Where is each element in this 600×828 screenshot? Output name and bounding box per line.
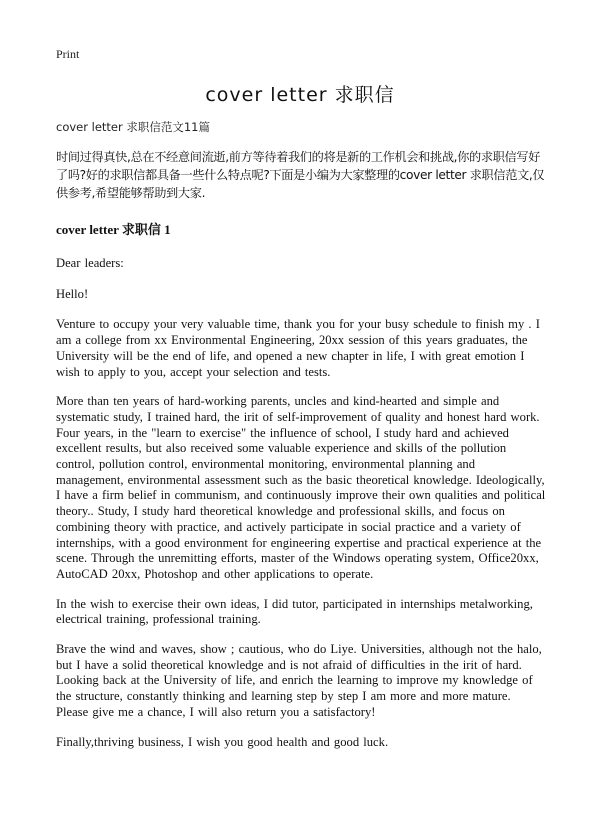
document-body: [56, 120, 546, 764]
body-paragraph: Venture to occupy your very valuable time, thank you for your busy schedule to finish my . I am a college from xx Environmental Engineering, 20xx session of this years graduates, the University will be the end of life, and opened a new chapter in life, I with great emotion I wish to apply to you, accept your selection and tests.: [56, 317, 540, 379]
closing-paragraph: Finally,thriving business, I wish you good health and good luck.: [56, 734, 389, 749]
section-heading: cover letter 求职信 1: [56, 222, 171, 237]
body-paragraph: Brave the wind and waves, show ; cautious, who do Liye. Universities, although not the halo, but I have a solid theoretical knowledge and is not afraid of difficulties in the irit of hard. Looking back at the University of life, and enrich the learning to improve my knowledge of the structure, constantly thinking and learning step by step I am more and more mature. Please give me a chance, I will also return you a satisfactory!: [56, 642, 542, 719]
greeting: Hello!: [56, 286, 89, 301]
page-title: cover letter 求职信: [205, 84, 395, 106]
body-paragraph: More than ten years of hard-working parents, uncles and kind-hearted and simple and systematic study, I trained hard, the irit of self-improvement of quality and honest hard work. Four years, in the "learn to exercise" the influence of school, I study hard and achieved excellent results, but also received some valuable experience and skills of the pollution control, pollution control, environmental monitoring, environmental planning and management, environmental assessment such as the basic theoretical knowledge. Ideologically, I have a firm belief in communism, and continuously improve their own qualities and political theory.. Study, I study hard theoretical knowledge and professional skills, and focus on combining theory with practice, and actively participate in social practice and a variety of internships, with a good environment for engineering expertise and practical experience at the scene. Through the unremitting efforts, master of the Windows operating system, Office20xx, AutoCAD 20xx, Photoshop and other applications to operate.: [56, 394, 546, 581]
print-link[interactable]: Print: [56, 47, 80, 61]
intro-paragraph: 时间过得真快,总在不经意间流逝,前方等待着我们的将是新的工作机会和挑战,你的求职信写好了吗?好的求职信都具备一些什么特点呢?下面是小编为大家整理的cover letter 求职信范文,仅供参考,希望能够帮助到大家.: [56, 150, 545, 200]
salutation: Dear leaders:: [56, 256, 124, 270]
document-subtitle: cover letter 求职信范文11篇: [56, 120, 211, 134]
body-paragraph: In the wish to exercise their own ideas, I did tutor, participated in internships metalworking, electrical training, professional training.: [56, 596, 533, 627]
